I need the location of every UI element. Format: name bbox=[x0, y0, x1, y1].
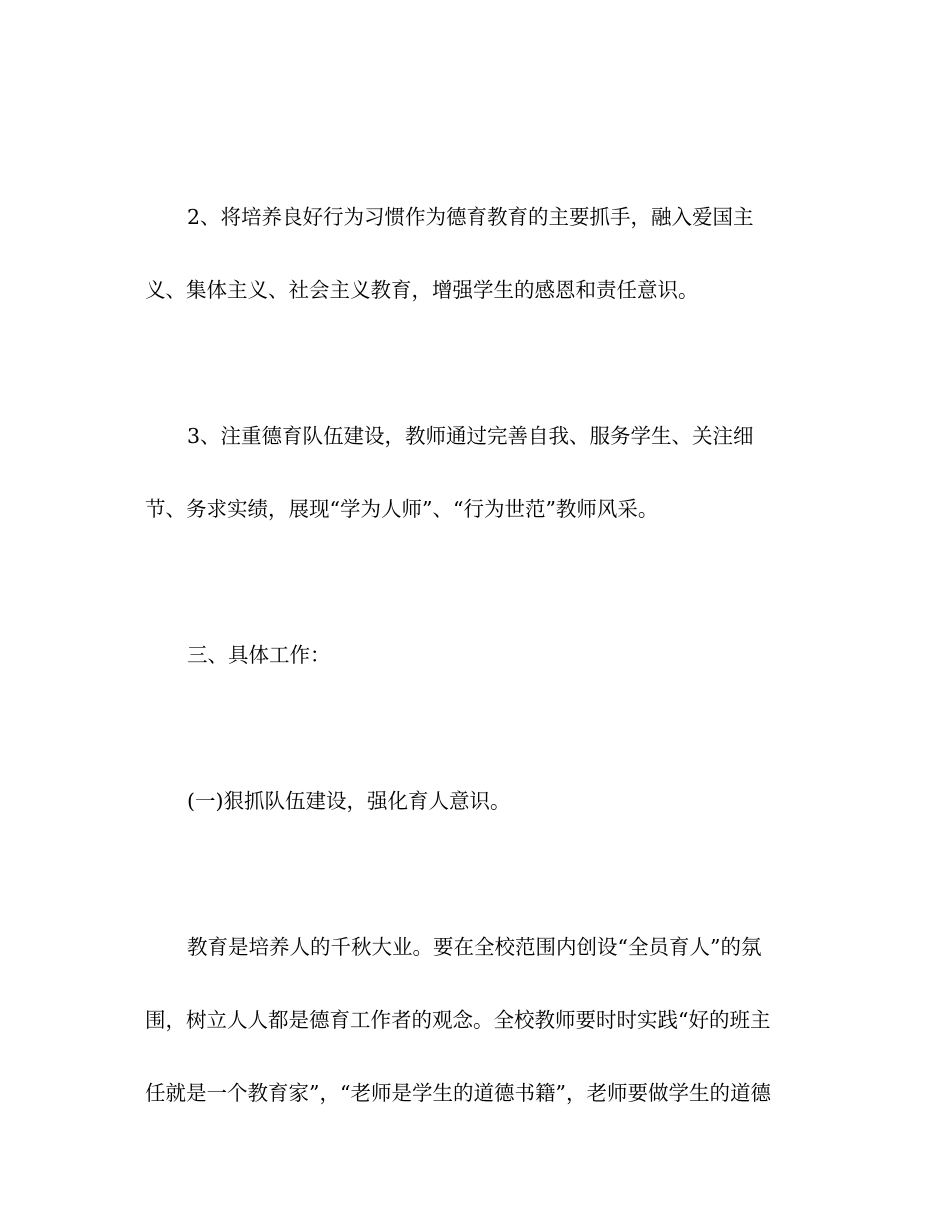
paragraph-line: 2、将培养良好行为习惯作为德育教育的主要抓手，融入爱国主 bbox=[187, 205, 754, 229]
paragraph-line: 围，树立人人都是德育工作者的观念。全校教师要时时实践“好的班主 bbox=[145, 1008, 771, 1032]
paragraph-line: 义、集体主义、社会主义教育，增强学生的感恩和责任意识。 bbox=[145, 278, 699, 302]
paragraph-line: 教育是培养人的千秋大业。要在全校范围内创设“全员育人”的氛 bbox=[187, 935, 762, 959]
paragraph-line: 3、注重德育队伍建设，教师通过完善自我、服务学生、关注细 bbox=[187, 424, 754, 448]
section-heading: 三、具体工作： bbox=[187, 643, 331, 667]
subsection-heading: (一)狠抓队伍建设，强化育人意识。 bbox=[187, 789, 511, 813]
paragraph-line: 节、务求实绩，展现“学为人师”、“行为世范”教师风采。 bbox=[145, 497, 659, 521]
paragraph-line: 任就是一个教育家”，“老师是学生的道德书籍”，老师要做学生的道德 bbox=[145, 1081, 771, 1105]
